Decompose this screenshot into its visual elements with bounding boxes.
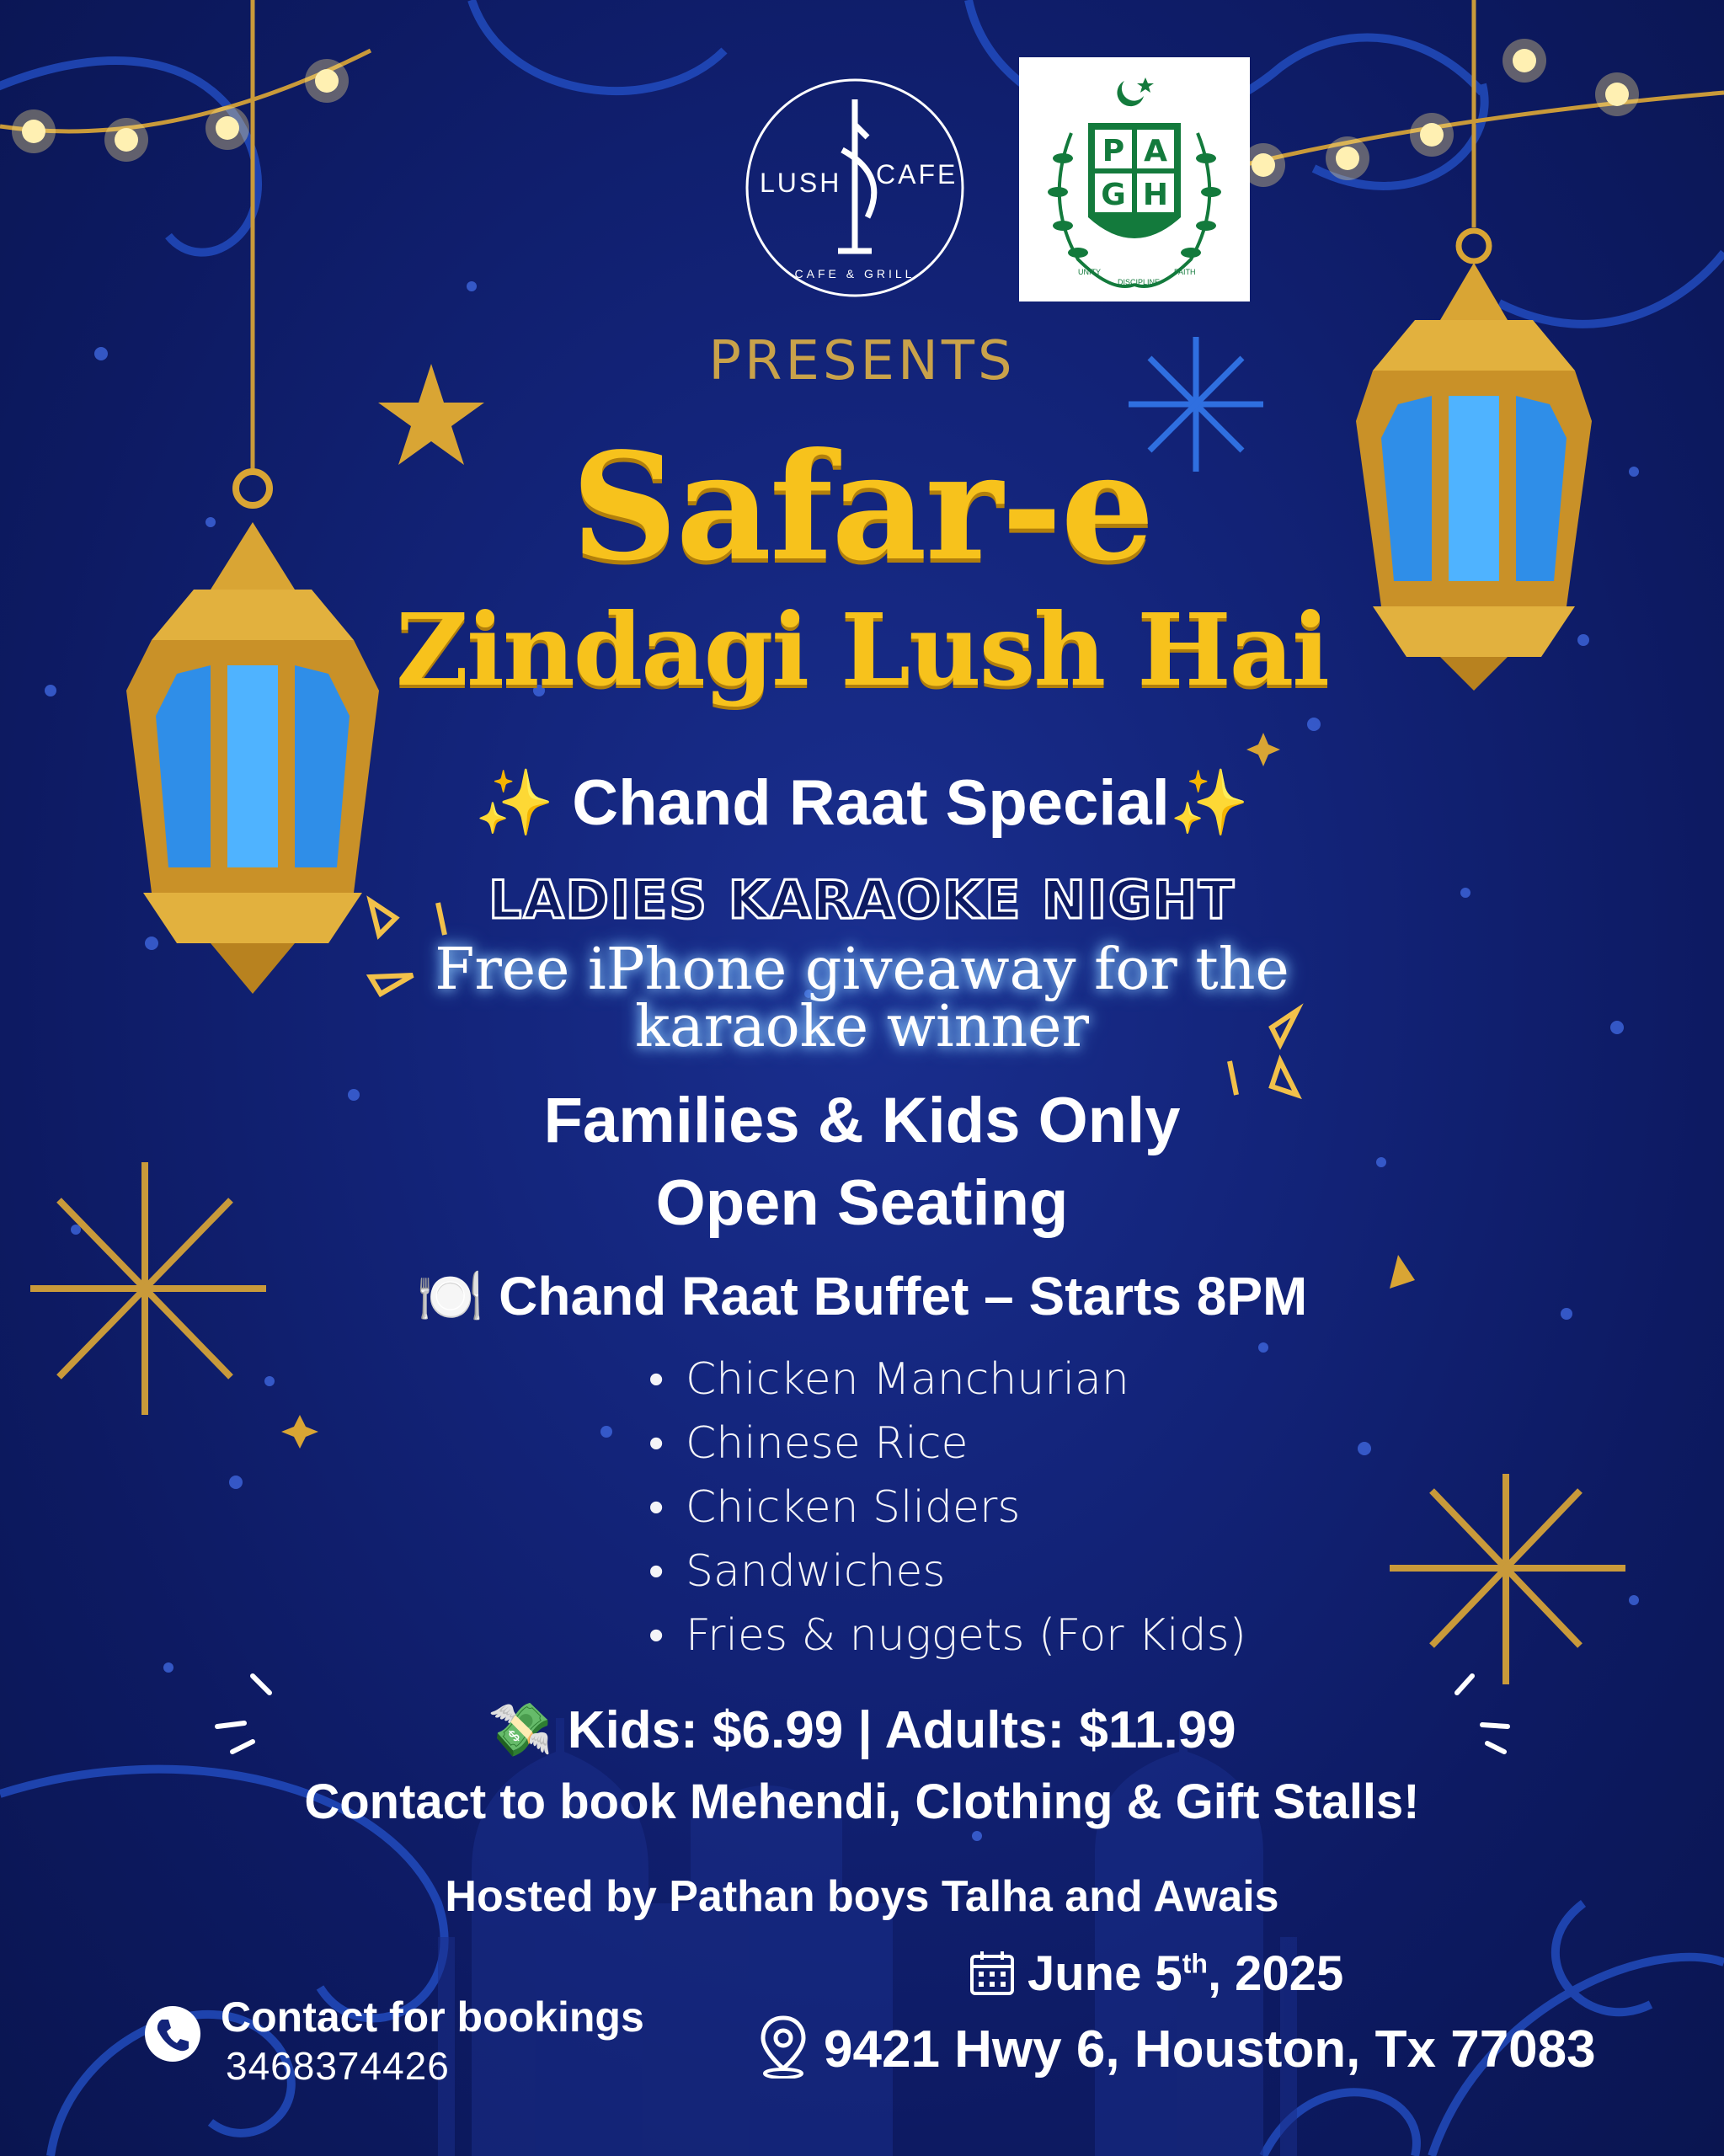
pagh-letter: H <box>1142 178 1169 212</box>
sparkle-icon <box>1390 1474 1625 1684</box>
pagh-motto: UNITY <box>1078 268 1101 276</box>
pagh-letter: A <box>1144 134 1167 168</box>
list-item <box>649 1604 1246 1668</box>
event-title-line1: Safar-e <box>571 421 1153 594</box>
giveaway-line2: karaoke winner <box>634 994 1090 1060</box>
lush-subtitle: CAFE & GRILL <box>794 267 915 280</box>
event-title-line2: Zindagi Lush Hai <box>396 591 1328 708</box>
buffet-menu-list <box>649 1348 1246 1668</box>
calendar-icon <box>969 1950 1016 1997</box>
date-year: , 2025 <box>1207 1946 1344 2001</box>
contact-label: Contact for bookings <box>221 1993 644 2041</box>
presents-label: PRESENTS <box>708 330 1016 392</box>
bullet: • <box>649 1418 665 1469</box>
giveaway-text <box>0 937 1724 1060</box>
plate-icon: 🍽️ <box>416 1266 484 1326</box>
karaoke-heading: LADIES KARAOKE NIGHT <box>488 869 1236 931</box>
location-pin-icon <box>758 2015 809 2079</box>
event-address <box>758 2015 1596 2079</box>
menu-item-label: Chicken Manchurian <box>686 1354 1129 1405</box>
list-item <box>649 1476 1246 1540</box>
bullet: • <box>649 1482 665 1533</box>
buffet-label: Chand Raat Buffet – Starts 8PM <box>499 1266 1308 1326</box>
date-suffix: th <box>1182 1948 1208 1979</box>
date-prefix: June 5 <box>1027 1946 1182 2001</box>
lush-text-left: LUSH <box>760 168 842 198</box>
sparkle-icon: ✨ <box>1169 767 1250 839</box>
open-seating-line: Open Seating <box>655 1167 1069 1239</box>
stalls-info: Contact to book Mehendi, Clothing & Gift Stalls! <box>304 1774 1420 1829</box>
event-date <box>969 1945 1343 2002</box>
seating-info <box>0 1080 1724 1245</box>
lush-cafe-logo <box>741 74 969 302</box>
list-item <box>649 1412 1246 1476</box>
contact-phone[interactable]: 3468374426 <box>226 2044 450 2088</box>
sparkle-icon: ✨ <box>474 767 555 839</box>
menu-item-label: Fries & nuggets (For Kids) <box>686 1610 1246 1661</box>
lush-text-right: CAFE <box>876 159 958 189</box>
special-label: Chand Raat Special <box>572 767 1170 839</box>
sparkle-icon <box>1246 733 1280 766</box>
bullet: • <box>649 1610 665 1661</box>
phone-icon <box>143 2004 202 2063</box>
menu-item-label: Sandwiches <box>686 1546 946 1597</box>
pagh-motto: FAITH <box>1174 268 1196 276</box>
pagh-letter: G <box>1101 178 1126 212</box>
bullet: • <box>649 1354 665 1405</box>
pagh-logo <box>1019 57 1250 302</box>
pagh-letter: P <box>1102 134 1125 168</box>
bullet: • <box>649 1546 665 1597</box>
address-text: 9421 Hwy 6, Houston, Tx 77083 <box>824 2020 1596 2079</box>
giveaway-line1: Free iPhone giveaway for the <box>435 937 1289 1003</box>
list-item <box>649 1540 1246 1604</box>
money-icon: 💸 <box>488 1701 553 1759</box>
families-line: Families & Kids Only <box>543 1085 1181 1156</box>
list-item <box>649 1348 1246 1412</box>
price-info <box>0 1700 1724 1761</box>
sparkle-icon <box>281 1415 318 1449</box>
chand-raat-special <box>0 765 1724 841</box>
buffet-heading <box>0 1265 1724 1328</box>
menu-item-label: Chicken Sliders <box>686 1482 1021 1533</box>
pagh-motto: DISCIPLINE <box>1118 278 1161 286</box>
price-label: Kids: $6.99 | Adults: $11.99 <box>567 1701 1236 1759</box>
menu-item-label: Chinese Rice <box>686 1418 969 1469</box>
hosted-by: Hosted by Pathan boys Talha and Awais <box>445 1872 1279 1921</box>
